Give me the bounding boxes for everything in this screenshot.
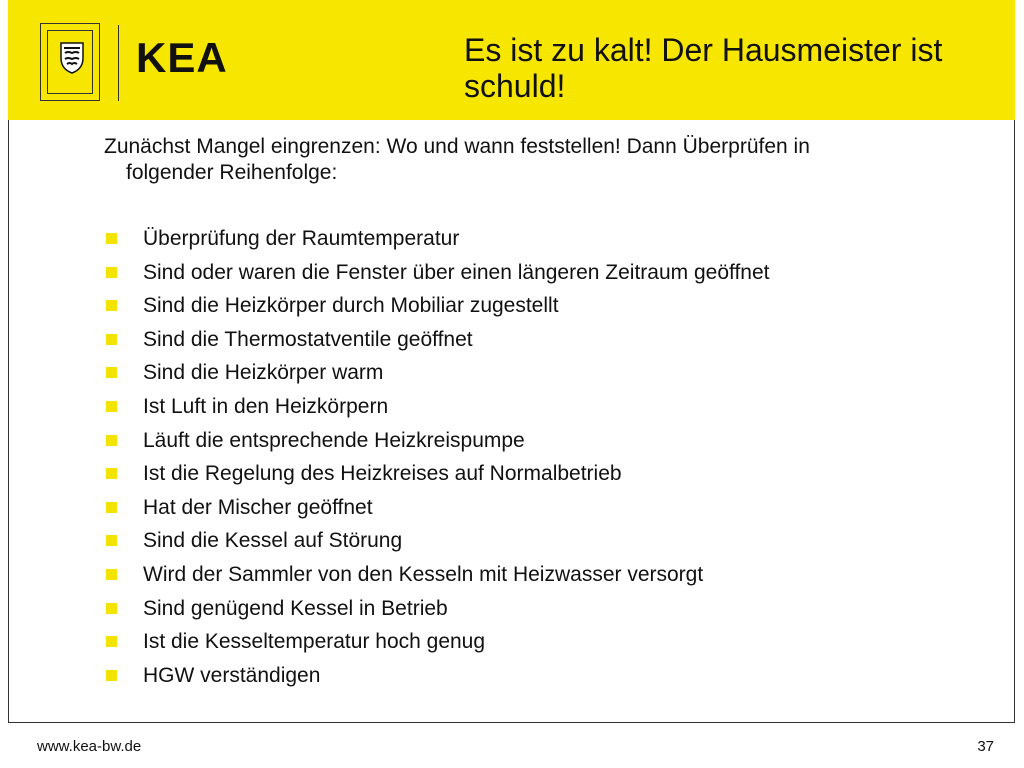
list-item-text: Ist die Kesseltemperatur hoch genug — [143, 630, 486, 654]
list-item-text: Ist die Regelung des Heizkreises auf Normalbetrieb — [143, 462, 622, 486]
list-item — [104, 226, 864, 252]
list-item — [104, 495, 864, 521]
square-bullet-icon — [106, 233, 117, 244]
square-bullet-icon — [106, 535, 117, 546]
coat-of-arms-icon — [59, 40, 85, 74]
list-item — [104, 360, 864, 386]
list-item-text: Ist Luft in den Heizkörpern — [143, 394, 389, 418]
list-item — [104, 562, 864, 588]
list-item — [104, 629, 864, 655]
slide-title: Es ist zu kalt! Der Hausmeister ist schuld! — [464, 32, 943, 104]
list-item — [104, 293, 864, 319]
list-item — [104, 663, 864, 689]
logo-divider — [118, 25, 119, 101]
square-bullet-icon — [106, 435, 117, 446]
list-item — [104, 327, 864, 353]
list-item-text: Wird der Sammler von den Kesseln mit Heizwasser versorgt — [143, 562, 704, 586]
square-bullet-icon — [106, 636, 117, 647]
list-item-text: Sind die Heizkörper durch Mobiliar zugestellt — [143, 294, 559, 318]
checklist — [104, 226, 864, 696]
list-item — [104, 428, 864, 454]
square-bullet-icon — [106, 603, 117, 614]
list-item — [104, 394, 864, 420]
page-number: 37 — [977, 738, 994, 755]
brand-logo-text: KEA — [136, 34, 228, 81]
list-item — [104, 596, 864, 622]
list-item-text: Sind oder waren die Fenster über einen längeren Zeitraum geöffnet — [143, 260, 770, 284]
list-item-text: Sind die Heizkörper warm — [143, 361, 384, 385]
list-item — [104, 260, 864, 286]
list-item-text: Läuft die entsprechende Heizkreispumpe — [143, 428, 525, 452]
intro-text: Zunächst Mangel eingrenzen: Wo und wann feststellen! Dann Überprüfen in folgender Reihenfolge: — [104, 135, 810, 184]
list-item-text: Sind genügend Kessel in Betrieb — [143, 596, 448, 620]
list-item-text: Überprüfung der Raumtemperatur — [143, 227, 460, 250]
list-item-text: Sind die Thermostatventile geöffnet — [143, 327, 473, 351]
square-bullet-icon — [106, 267, 117, 278]
list-item — [104, 528, 864, 554]
list-item — [104, 461, 864, 487]
list-item-text: Sind die Kessel auf Störung — [143, 529, 403, 553]
square-bullet-icon — [106, 401, 117, 412]
square-bullet-icon — [106, 367, 117, 378]
square-bullet-icon — [106, 468, 117, 479]
square-bullet-icon — [106, 334, 117, 345]
square-bullet-icon — [106, 300, 117, 311]
list-item-text: HGW verständigen — [143, 663, 321, 687]
square-bullet-icon — [106, 502, 117, 513]
square-bullet-icon — [106, 569, 117, 580]
square-bullet-icon — [106, 670, 117, 681]
footer-url: www.kea-bw.de — [37, 738, 142, 755]
list-item-text: Hat der Mischer geöffnet — [143, 495, 373, 519]
